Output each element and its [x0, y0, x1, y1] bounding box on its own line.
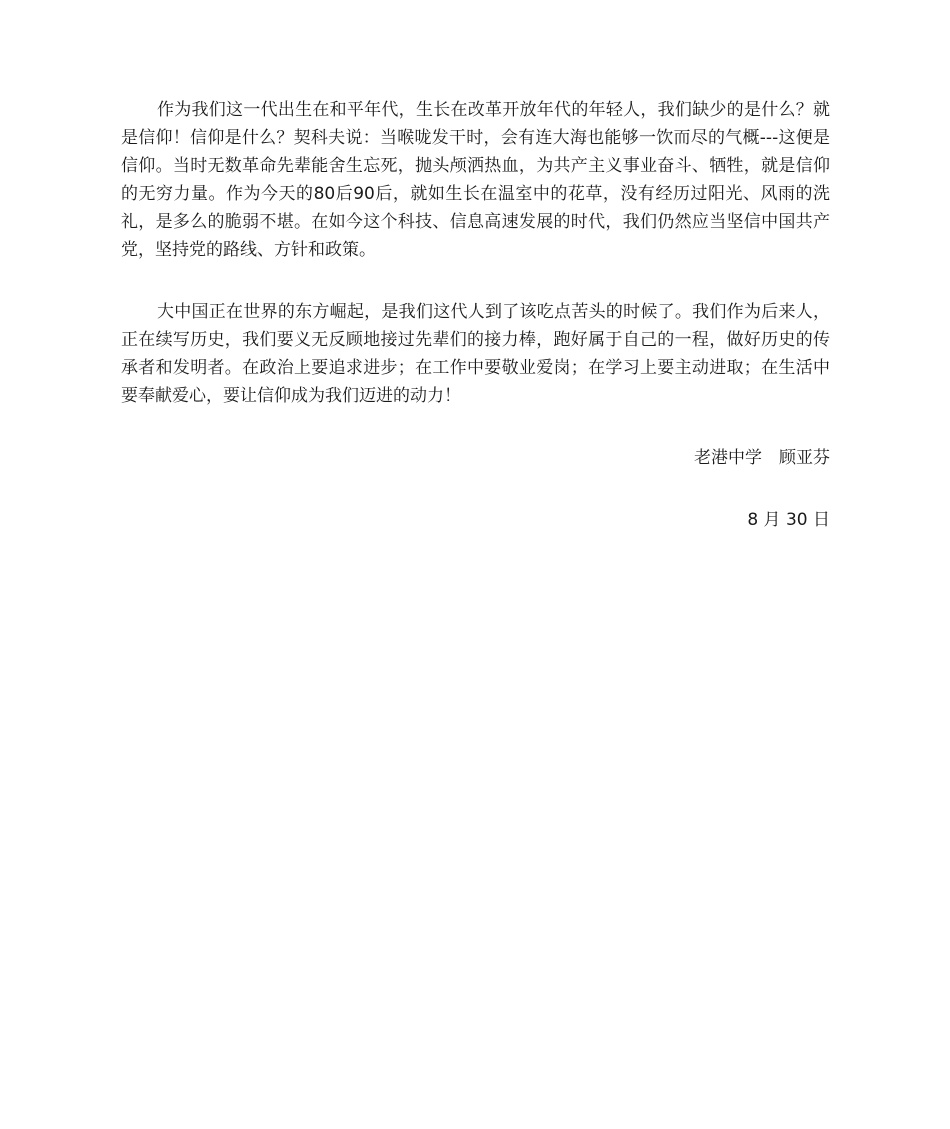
document-date: 8 月 30 日: [747, 510, 830, 530]
document-page: [121, 96, 830, 534]
paragraph-1: 作为我们这一代出生在和平年代，生长在改革开放年代的年轻人，我们缺少的是什么？就是信仰！信仰是什么？契科夫说：当喉咙发干时，会有连大海也能够一饮而尽的气概---这便是信仰。当时无数革命先辈能舍生忘死，抛头颅洒热血，为共产主义事业奋斗、牺牲，就是信仰的无穷力量。作为今天的80后90后，就如生长在温室中的花草，没有经历过阳光、风雨的洗礼，是多么的脆弱不堪。在如今这个科技、信息高速发展的时代，我们仍然应当坚信中国共产党，坚持党的路线、方针和政策。: [121, 100, 830, 260]
author-signature: 老港中学 顾亚芬: [694, 448, 830, 468]
paragraph-2: 大中国正在世界的东方崛起，是我们这代人到了该吃点苦头的时候了。我们作为后来人，正在续写历史，我们要义无反顾地接过先辈们的接力棒，跑好属于自己的一程，做好历史的传承者和发明者。在政治上要追求进步；在工作中要敬业爱岗；在学习上要主动进取；在生活中要奉献爱心，要让信仰成为我们迈进的动力！: [121, 302, 830, 406]
